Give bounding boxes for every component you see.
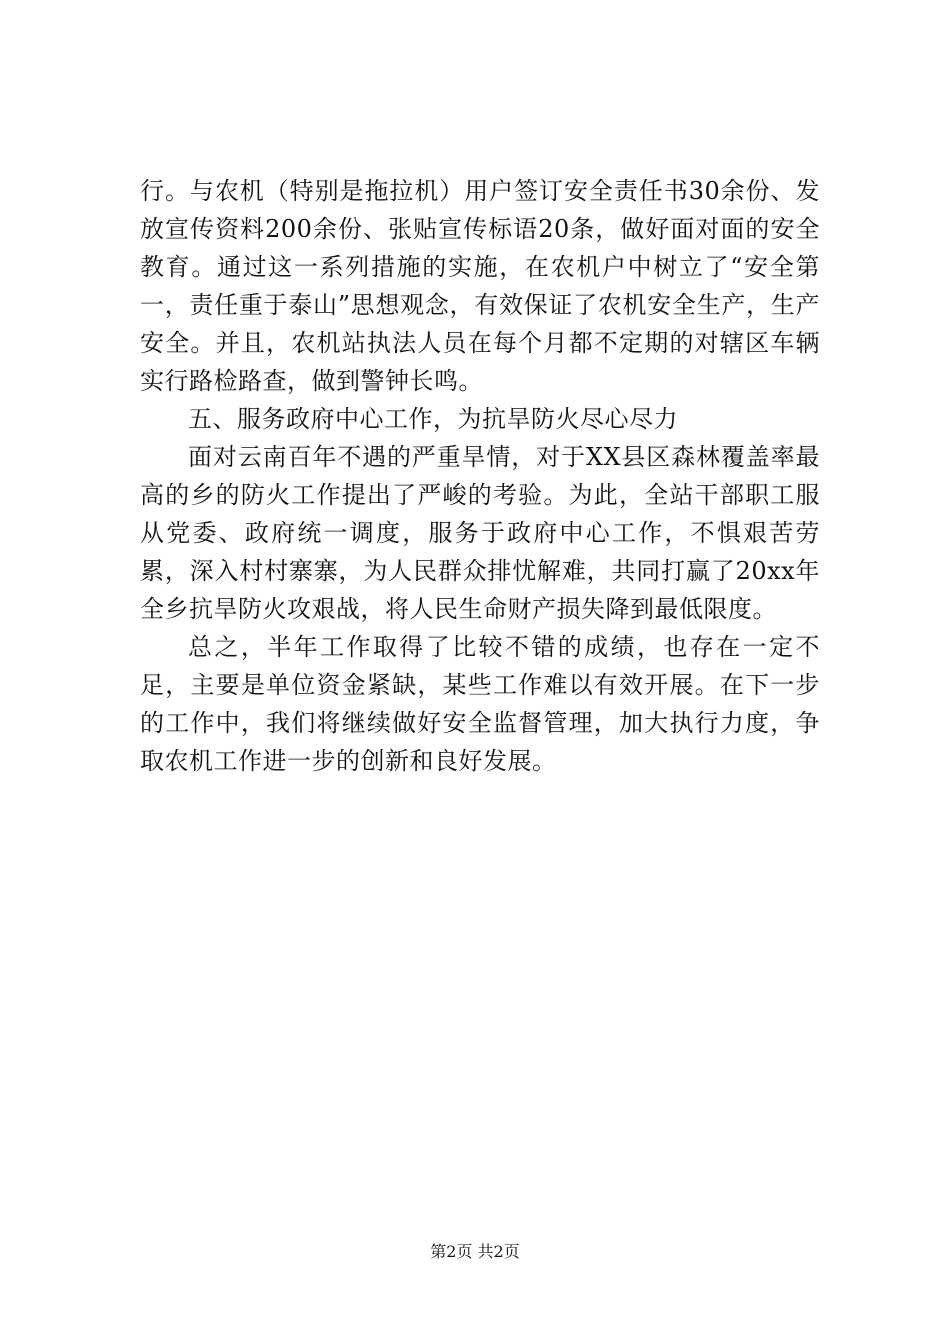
paragraph-summary: 总之，半年工作取得了比较不错的成绩，也存在一定不足，主要是单位资金紧缺，某些工作难以有效开展。在下一步的工作中，我们将继续做好安全监督管理，加大执行力度，争取农机工作进一步的创新和良好发展。 xyxy=(140,633,820,775)
paragraph-drought-fire: 面对云南百年不遇的严重旱情，对于XX县区森林覆盖率最高的乡的防火工作提出了严峻的考验。为此，全站干部职工服从党委、政府统一调度，服务于政府中心工作，不惧艰苦劳累，深入村村寨寨，为人民群众排忧解难，共同打赢了20xx年全乡抗旱防火攻艰战，将人民生命财产损失降到最低限度。 xyxy=(140,443,820,623)
section-heading-5: 五、服务政府中心工作，为抗旱防火尽心尽力 xyxy=(188,405,678,433)
paragraph-1: 行。与农机（特别是拖拉机）用户签订安全责任书30余份、发放宣传资料200余份、张贴宣传标语20条，做好面对面的安全教育。通过这一系列措施的实施，在农机户中树立了“安全第一，责任重于泰山”思想观念，有效保证了农机安全生产，生产安全。并且，农机站执法人员在每个月都不定期的对辖区车辆实行路检路查，做到警钟长鸣。 xyxy=(140,177,820,395)
page-footer: 第2页 共2页 xyxy=(430,1242,520,1261)
document-body xyxy=(140,172,820,780)
